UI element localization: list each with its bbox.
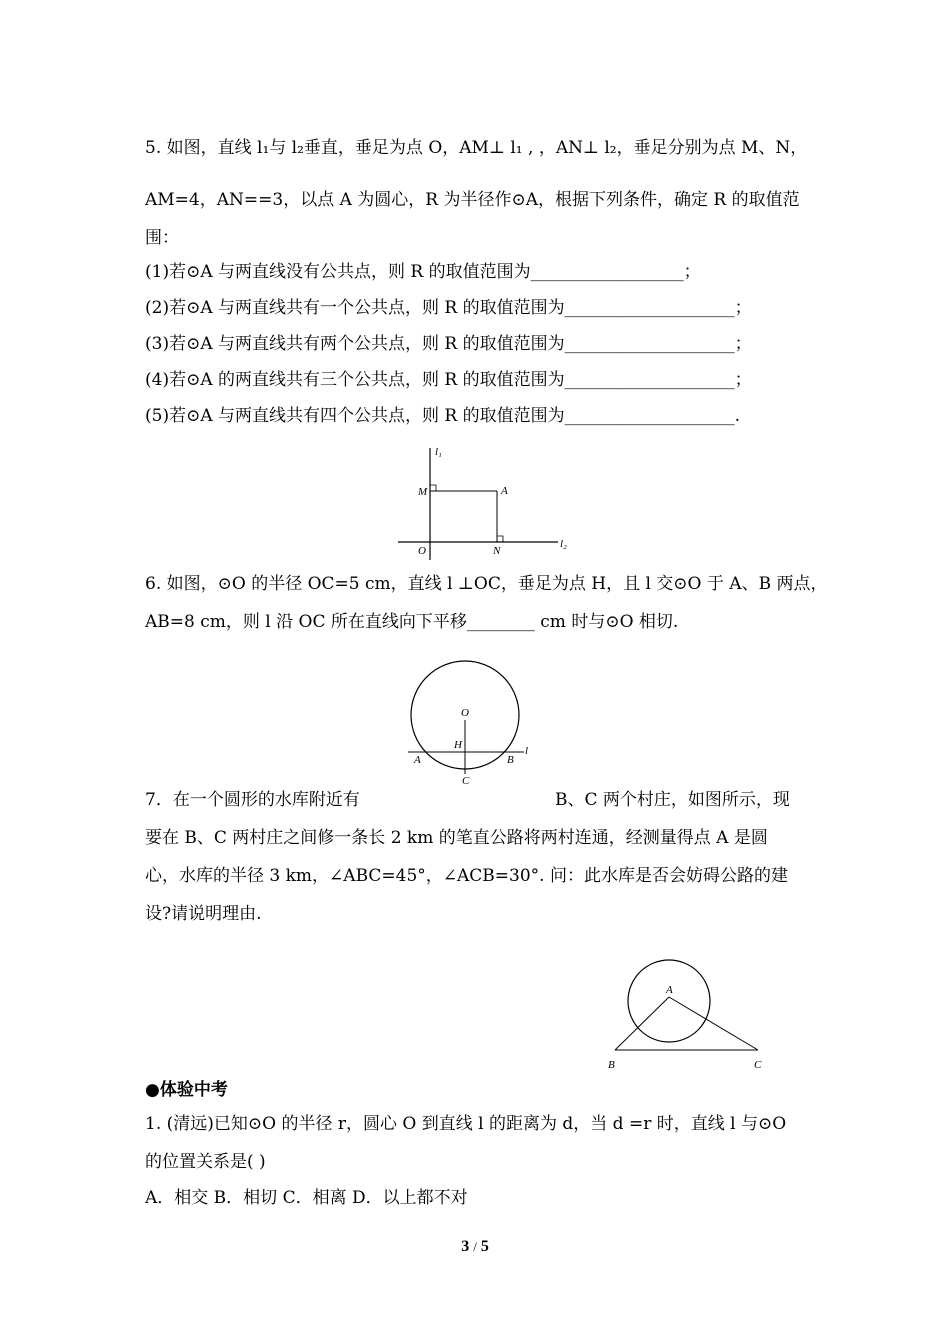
q5-sub-4: (4)若⊙A 的两直线共有三个公共点，则 R 的取值范围为____________________； bbox=[145, 370, 752, 390]
page-current: 3 bbox=[461, 1238, 470, 1255]
page-number bbox=[0, 1238, 950, 1256]
q5-sub-2: (2)若⊙A 与两直线共有一个公共点，则 R 的取值范围为____________________； bbox=[145, 298, 752, 318]
q5-text-line-2: AM=4，AN==3，以点 A 为圆心，R 为半径作⊙A，根据下列条件，确定 R 的取值范 bbox=[145, 190, 800, 210]
q7-text-line-1b: B、C 两个村庄，如图所示，现 bbox=[555, 790, 790, 810]
q5-sub-1: (1)若⊙A 与两直线没有公共点，则 R 的取值范围为__________________； bbox=[145, 262, 701, 282]
q5-text-line-1: 5. 如图，直线 l₁与 l₂垂直，垂足为点 O，AM⊥ l₁ , ，AN⊥ l₂，垂足分别为点 M、N， bbox=[145, 138, 808, 158]
q7-text-line-3: 心，水库的半径 3 km，∠ABC=45°，∠ACB=30°. 问：此水库是否会妨碍公路的建 bbox=[145, 866, 788, 886]
q5-sub-3: (3)若⊙A 与两直线共有两个公共点，则 R 的取值范围为____________________； bbox=[145, 334, 752, 354]
label-l1: l₁ bbox=[435, 446, 442, 458]
exam-q1-line-1: 1. (清远)已知⊙O 的半径 r，圆心 O 到直线 l 的距离为 d，当 d =r 时，直线 l 与⊙O bbox=[145, 1114, 787, 1134]
exam-q1-line-2: 的位置关系是( ) bbox=[145, 1152, 266, 1172]
q7-text-line-2: 要在 B、C 两村庄之间修一条长 2 km 的笔直公路将两村连通，经测量得点 A 是圆 bbox=[145, 828, 768, 848]
segment-AB bbox=[615, 997, 669, 1050]
label-l2: l₂ bbox=[560, 538, 567, 550]
label-C: C bbox=[754, 1059, 762, 1071]
label-N: N bbox=[493, 545, 501, 557]
section-heading: ●体验中考 bbox=[145, 1080, 228, 1100]
page-separator: / bbox=[473, 1239, 477, 1254]
label-A: A bbox=[414, 754, 421, 766]
q5-sub-5: (5)若⊙A 与两直线共有四个公共点，则 R 的取值范围为____________________. bbox=[145, 406, 741, 426]
q5-text-line-3: 围： bbox=[145, 228, 179, 248]
label-A: A bbox=[666, 984, 673, 996]
label-H: H bbox=[454, 739, 462, 751]
label-C: C bbox=[462, 775, 470, 787]
page-total: 5 bbox=[480, 1238, 489, 1255]
label-B: B bbox=[507, 754, 514, 766]
label-M: M bbox=[418, 486, 428, 498]
q7-text-line-1a: 7．在一个圆形的水库附近有 bbox=[145, 790, 360, 810]
label-A: A bbox=[501, 485, 508, 497]
q6-figure bbox=[404, 650, 554, 792]
segment-AC bbox=[669, 997, 758, 1050]
right-angle-N bbox=[497, 536, 503, 542]
q7-text-line-4: 设?请说明理由. bbox=[145, 904, 262, 924]
label-B: B bbox=[608, 1059, 615, 1071]
label-l: l bbox=[525, 745, 529, 757]
q6-text-line-2: AB=8 cm，则 l 沿 OC 所在直线向下平移________ cm 时与⊙O 相切. bbox=[145, 612, 679, 632]
q7-figure bbox=[600, 955, 780, 1075]
label-O: O bbox=[461, 707, 469, 719]
label-O: O bbox=[418, 545, 426, 557]
reservoir-circle bbox=[628, 960, 710, 1042]
exam-q1-options: A．相交 B．相切 C．相离 D．以上都不对 bbox=[145, 1188, 468, 1208]
right-angle-M bbox=[430, 485, 436, 491]
q6-text-line-1: 6. 如图，⊙O 的半径 OC=5 cm，直线 l ⊥OC，垂足为点 H，且 l 交⊙O 于 A、B 两点， bbox=[145, 574, 828, 594]
q5-figure bbox=[396, 440, 576, 562]
